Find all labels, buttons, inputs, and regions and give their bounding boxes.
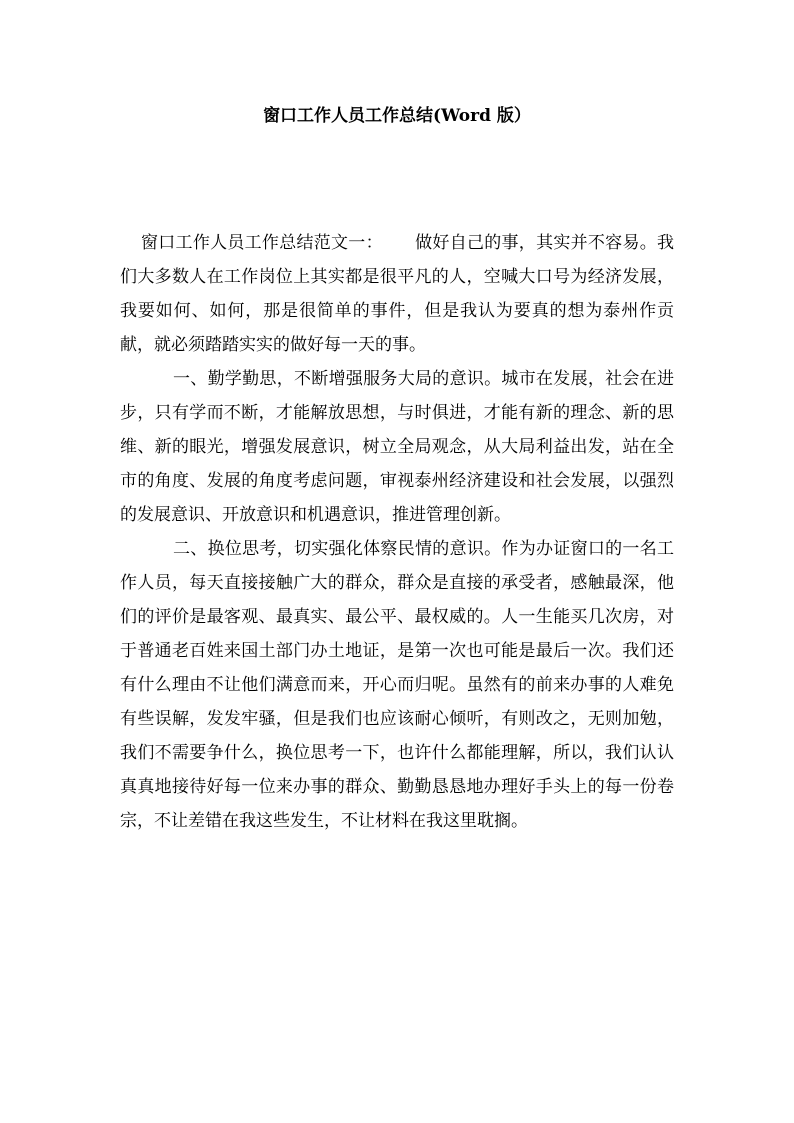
paragraph-section-2: 二、换位思考，切实强化体察民情的意识。作为办证窗口的一名工作人员，每天直接接触广大的群众，群众是直接的承受者，感触最深，他们的评价是最客观、最真实、最公平、最权威的。人一生能买几次房，对于普通老百姓来国土部门办土地证，是第一次也可能是最后一次。我们还有什么理由不让他们满意而来，开心而归呢。虽然有的前来办事的人难免有些误解，发发牢骚，但是我们也应该耐心倾听，有则改之，无则加勉，我们不需要争什么，换位思考一下，也许什么都能理解，所以，我们认认真真地接待好每一位来办事的群众、勤勤恳恳地办理好手头上的每一份卷宗，不让差错在我这些发生，不让材料在我这里耽搁。: [120, 539, 674, 831]
paragraph-text: 做好自己的事，其实并不容易。我们大多数人在工作岗位上其实都是很平凡的人，空喊大口号为经济发展，我要如何、如何，那是很简单的事件，但是我认为要真的想为泰州作贡献，就必须踏踏实实的做好每一天的事。: [120, 233, 675, 355]
document-body: [120, 226, 674, 838]
paragraph-intro: [120, 226, 674, 362]
paragraph-lead: 窗口工作人员工作总结范文一：: [141, 233, 383, 253]
paragraph-section-1: 一、勤学勤思，不断增强服务大局的意识。城市在发展，社会在进步，只有学而不断，才能解放思想，与时俱进，才能有新的理念、新的思维、新的眼光，增强发展意识，树立全局观念，从大局利益出发，站在全市的角度、发展的角度考虑问题，审视泰州经济建设和社会发展，以强烈的发展意识、开放意识和机遇意识，推进管理创新。: [120, 369, 674, 525]
document-title: 窗口工作人员工作总结(Word 版）: [263, 106, 531, 126]
